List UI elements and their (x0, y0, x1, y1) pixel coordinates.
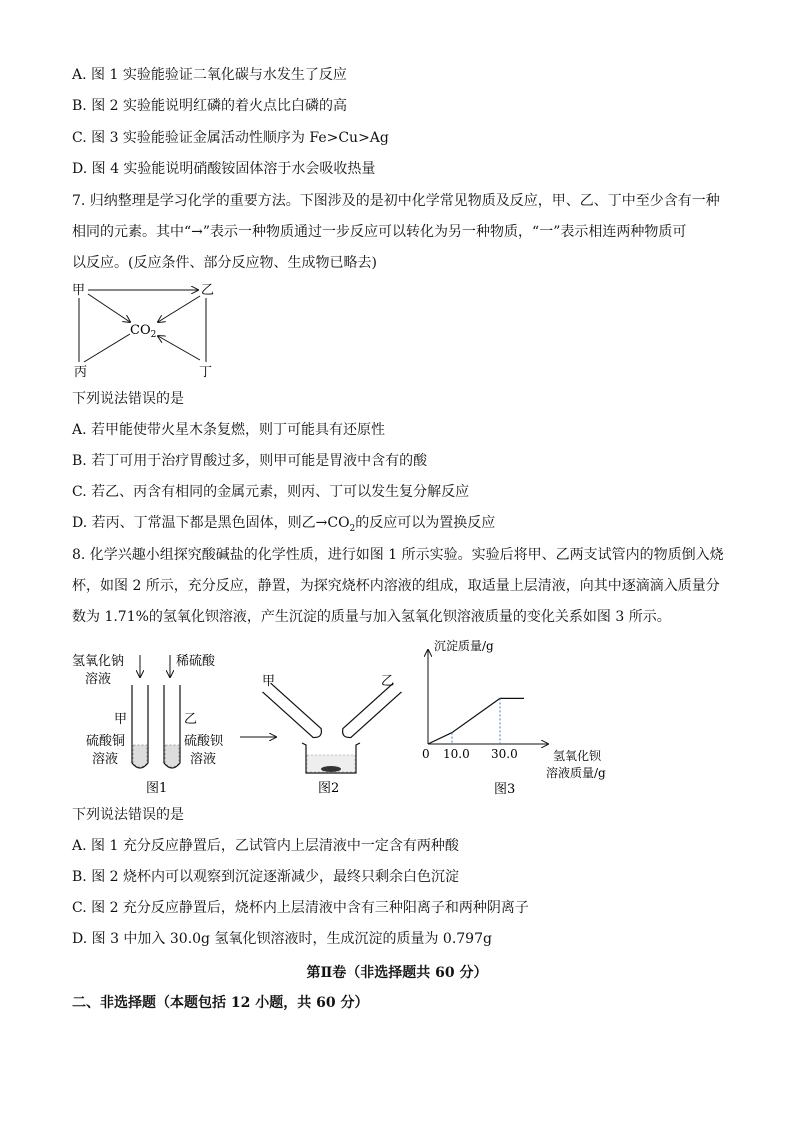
q6-option-d: D. 图 4 实验能说明硝酸铵固体溶于水会吸收热量 (72, 161, 376, 177)
q7-arrow-ding-co2 (158, 336, 200, 360)
q7-node-jia: 甲 (72, 283, 86, 298)
q7-relation-diagram (70, 278, 230, 380)
fig3-caption: 图3 (494, 782, 516, 797)
q7-option-c: C. 若乙、丙含有相同的金属元素，则丙、丁可以发生复分解反应 (72, 484, 470, 500)
q8-option-b: B. 图 2 烧杯内可以观察到沉淀逐渐减少，最终只剩余白色沉淀 (72, 869, 459, 885)
fig1-left-solution-l1: 硫酸铜 (86, 734, 126, 749)
fig3-series-line (428, 698, 524, 744)
q8-figure-3-chart (418, 636, 618, 802)
fig1-left-reagent-l2: 溶液 (85, 672, 112, 687)
q7-line-bing-co2 (84, 334, 130, 362)
fig2-tube-yi (340, 683, 402, 740)
fig1-liquid-left (133, 745, 147, 767)
q7-node-co2: $CO_2$ (130, 323, 157, 340)
q8-option-c: C. 图 2 充分反应静置后，烧杯内上层清液中含有三种阳离子和两种阴离子 (72, 900, 529, 916)
section-heading: 二、非选择题（本题包括 12 小题，共 60 分） (72, 995, 369, 1011)
q6-option-c: C. 图 3 实验能验证金属活动性顺序为 Fe>Cu>Ag (72, 130, 389, 146)
fig2-caption: 图2 (318, 781, 340, 796)
section-title: 第Ⅱ卷（非选择题共 60 分） (306, 965, 488, 981)
q7-arrow-jia-co2 (88, 294, 130, 322)
q6-option-b: B. 图 2 实验能说明红磷的着火点比白磷的高 (72, 98, 347, 114)
q7-node-bing: 丙 (74, 365, 88, 380)
q7-node-ding: 丁 (199, 365, 213, 380)
q7-option-a: A. 若甲能使带火星木条复燃，则丁可能具有还原性 (72, 422, 386, 438)
fig1-right-solution-l2: 溶液 (190, 752, 217, 767)
fig1-caption: 图1 (146, 781, 168, 796)
q7-stem-line-1: 7. 归纳整理是学习化学的重要方法。下图涉及的是初中化学常见物质及反应，甲、乙、丁中至少含有一种 (72, 193, 720, 209)
q7-stem-line-3: 以反应。(反应条件、部分反应物、生成物已略去) (72, 255, 377, 271)
fig3-ylabel: 沉淀质量/g (434, 639, 494, 653)
fig2-label-yi: 乙 (381, 674, 395, 689)
fig2-tube-jia (263, 683, 325, 740)
fig1-tube-jia-label: 甲 (114, 712, 128, 727)
q7-node-yi: 乙 (201, 283, 215, 298)
q6-option-a: A. 图 1 实验能验证二氧化碳与水发生了反应 (72, 67, 347, 83)
q7-prompt: 下列说法错误的是 (72, 391, 184, 407)
q7-option-d: D. 若丙、丁常温下都是黑色固体，则乙$\to CO_2$的反应可以为置换反应 (72, 515, 496, 534)
fig2-precipitate (321, 766, 341, 772)
q8-stem-line-3: 数为 1.71%的氢氧化钡溶液，产生沉淀的质量与加入氢氧化钡溶液质量的变化关系如图 3 所示。 (72, 609, 671, 625)
q8-stem-line-1: 8. 化学兴趣小组探究酸碱盐的化学性质，进行如图 1 所示实验。实验后将甲、乙两支试管内的物质倒入烧 (72, 547, 724, 563)
fig3-tick-30: 30.0 (491, 747, 518, 761)
fig1-right-reagent: 稀硫酸 (176, 654, 216, 669)
q7-stem-line-2: 相同的元素。其中“→”表示一种物质通过一步反应可以转化为另一种物质，“一”表示相连两种物质可 (72, 224, 687, 240)
fig1-left-reagent-l1: 氢氧化钠 (72, 654, 125, 669)
q7-option-b: B. 若丁可用于治疗胃酸过多，则甲可能是胃液中含有的酸 (72, 453, 428, 469)
fig1-tube-yi-label: 乙 (184, 712, 198, 727)
q7-arrow-yi-co2 (158, 296, 200, 322)
q8-prompt: 下列说法错误的是 (72, 807, 184, 823)
q8-figure-1 (70, 645, 280, 800)
fig3-xlabel-l2: 溶液质量/g (546, 766, 606, 780)
fig1-liquid-right (165, 745, 179, 767)
fig3-xlabel-l1: 氢氧化钡 (553, 749, 602, 763)
q8-option-a: A. 图 1 充分反应静置后，乙试管内上层清液中一定含有两种酸 (72, 838, 459, 854)
q8-figure-2 (258, 645, 408, 800)
q8-stem-line-2: 杯，如图 2 所示，充分反应，静置，为探究烧杯内溶液的组成，取适量上层清液，向其中逐滴滴入质量分 (72, 578, 720, 594)
fig3-tick-10: 10.0 (443, 747, 470, 761)
fig2-label-jia: 甲 (262, 674, 276, 689)
fig3-origin: 0 (422, 747, 430, 761)
q8-option-d: D. 图 3 中加入 30.0g 氢氧化钡溶液时，生成沉淀的质量为 0.797g (72, 931, 492, 947)
fig1-right-solution-l1: 硫酸钡 (184, 734, 224, 749)
fig1-left-solution-l2: 溶液 (92, 752, 119, 767)
